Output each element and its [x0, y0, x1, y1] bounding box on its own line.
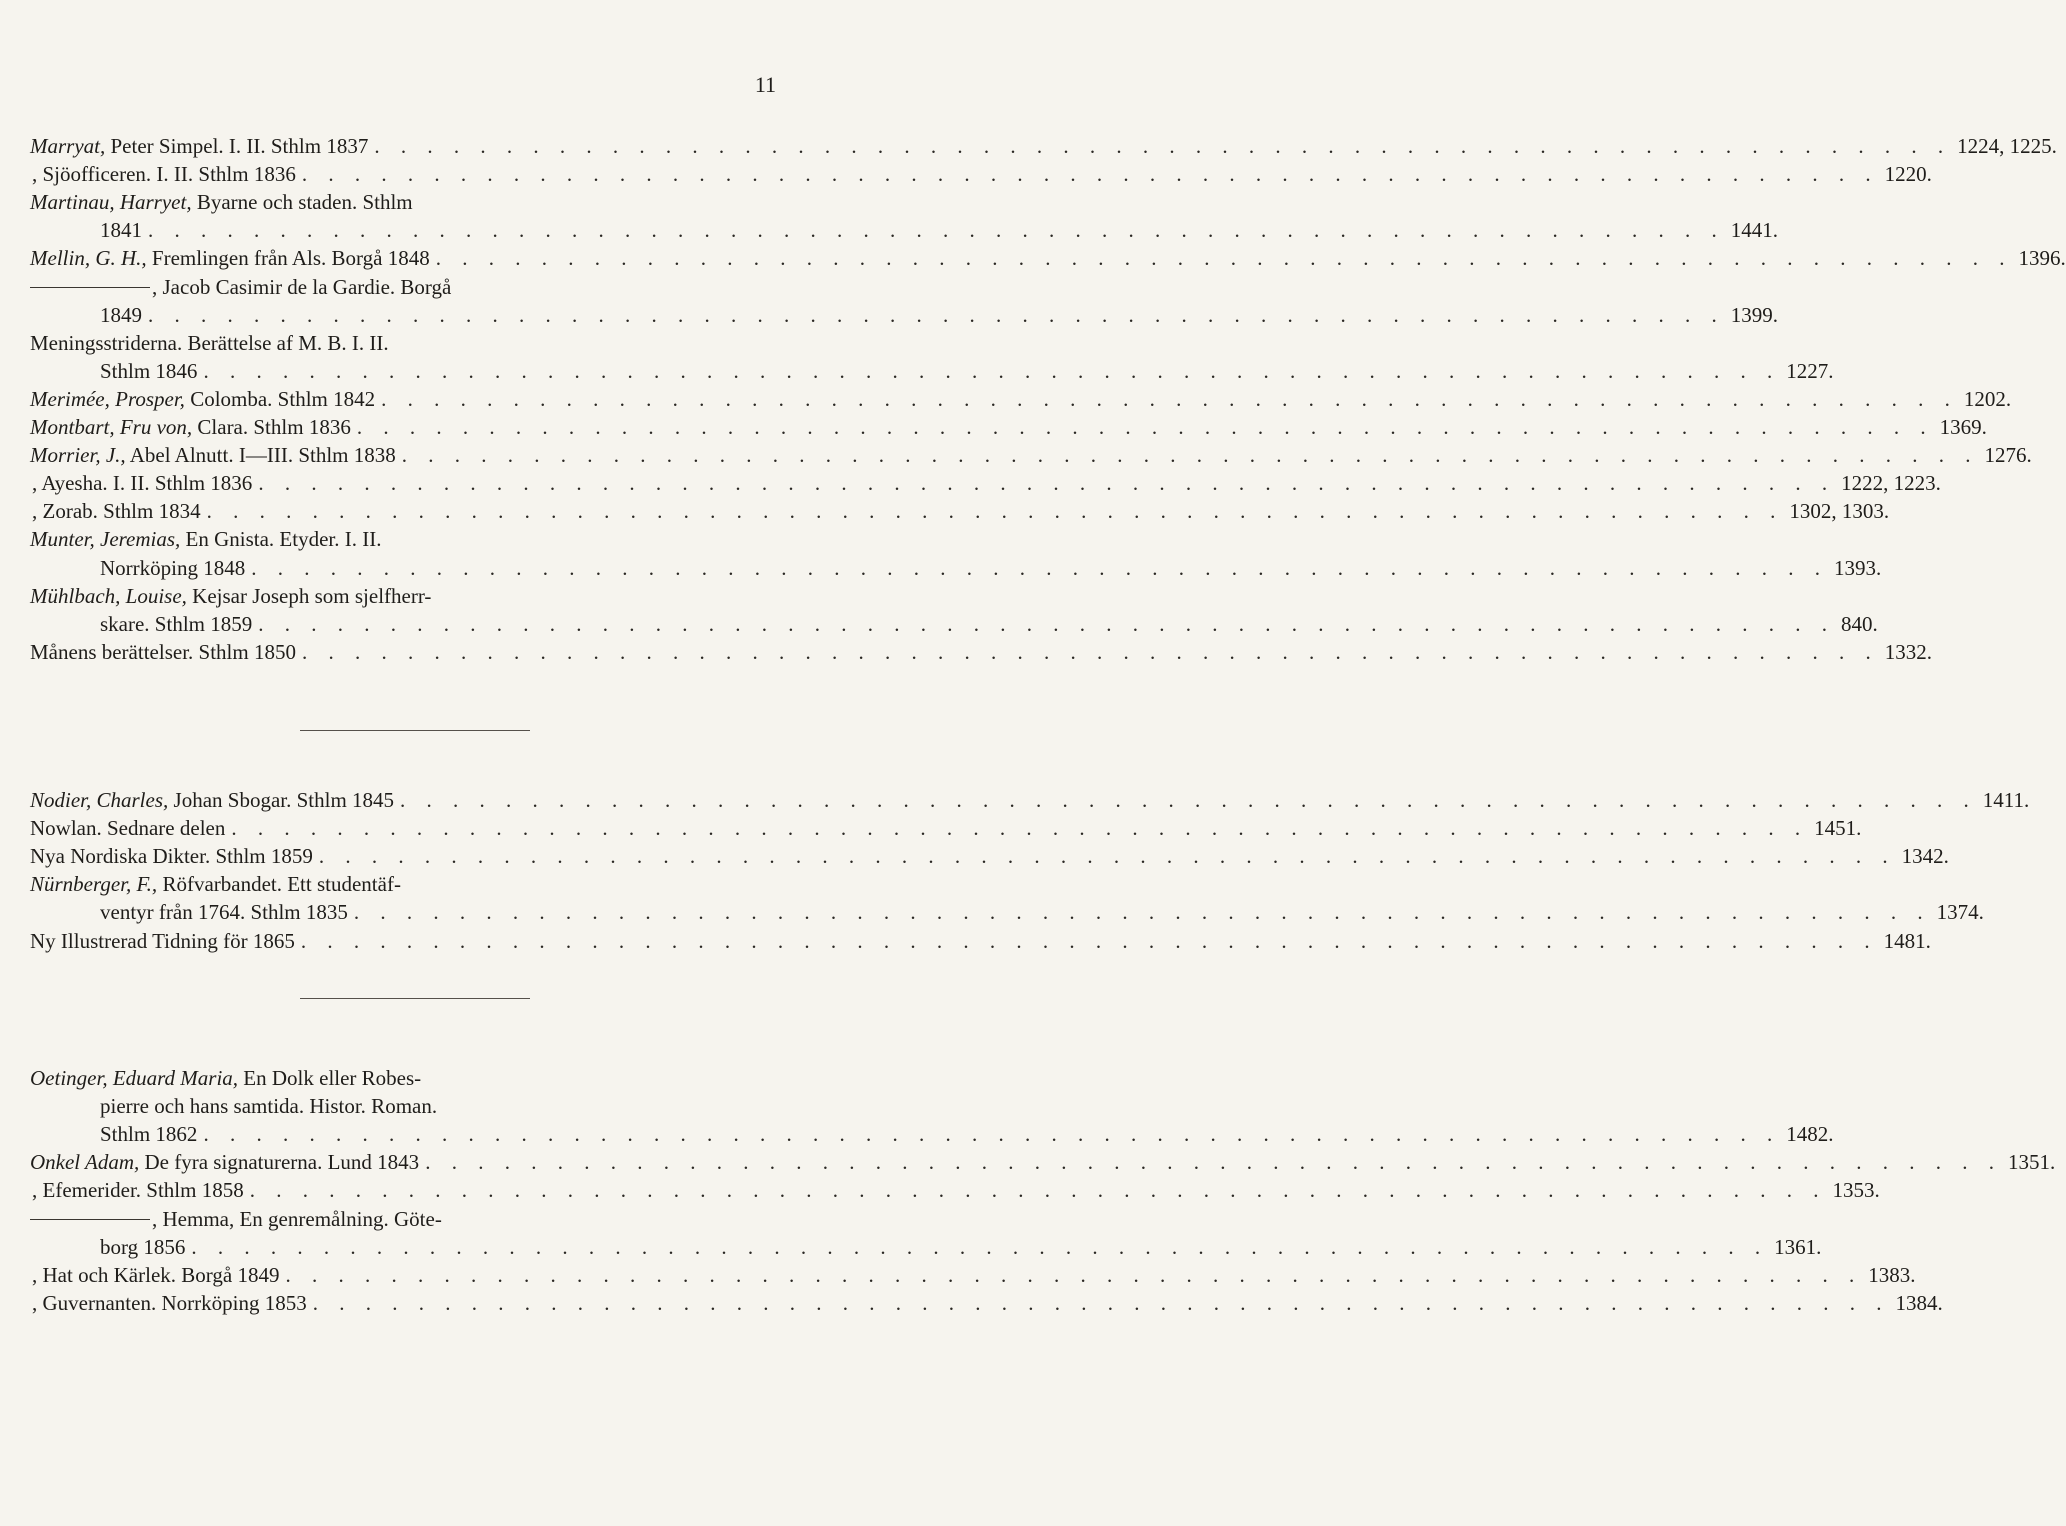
entry-line: [100, 610, 1878, 638]
entry-line: [30, 244, 2066, 272]
catalog-entry: [0, 842, 1949, 870]
leader-dots: . . . . . . . . . . . . . . . . . . . . . . . . . . . . . . . . . . . . . . . . . . . . . . . . . . . . . . . . . . . .: [148, 302, 1725, 327]
catalog-entry: [0, 554, 1882, 582]
entry-line: [30, 469, 1941, 497]
entry-line: [100, 216, 1778, 244]
leader-dots: . . . . . . . . . . . . . . . . . . . . . . . . . . . . . . . . . . . . . . . . . . . . . . . . . . . . . . . . . . . .: [374, 134, 1952, 158]
entry-number: 1482.: [1786, 1122, 1834, 1147]
catalog-entry: [0, 610, 1878, 638]
catalog-entry: [0, 385, 2012, 413]
catalog-entry: [0, 898, 1984, 926]
catalog-entry: [0, 638, 1932, 666]
leader-dots: . . . . . . . . . . . . . . . . . . . . . . . . . . . . . . . . . . . . . . . . . . . . . . . . . . . . . . . . . . . .: [318, 844, 1896, 869]
entry-number: 1222, 1223.: [1841, 471, 1941, 496]
entry-title: , Hemma, En genremålning. Göte-: [152, 1206, 442, 1231]
entry-title: , Guvernanten. Norrköping 1853: [32, 1290, 307, 1315]
leader-dots: . . . . . . . . . . . . . . . . . . . . . . . . . . . . . . . . . . . . . . . . . . . . . . . . . . . . . . . . . . . .: [148, 218, 1725, 243]
catalog-entry: [0, 1261, 1916, 1289]
leader-dots: . . . . . . . . . . . . . . . . . . . . . . . . . . . . . . . . . . . . . . . . . . . . . . . . . . . . . . . . . . . .: [258, 471, 1836, 496]
entry-title: Ny Illustrerad Tidning för 1865: [30, 928, 295, 953]
ditto-dash: [30, 1219, 150, 1220]
entry-line: [100, 357, 1834, 385]
entry-title: , Sjöofficeren. I. II. Sthlm 1836: [32, 162, 296, 187]
entry-title: Meningsstriderna. Berättelse af M. B. I. II.: [30, 330, 389, 355]
entry-number: 1353.: [1832, 1178, 1880, 1203]
entry-title: Abel Alnutt. I—III. Sthlm 1838: [125, 443, 396, 468]
entry-line: [30, 870, 784, 898]
catalog-entry: [0, 329, 860, 357]
entry-line: [30, 842, 1949, 870]
catalog-entry: [0, 413, 1987, 441]
entry-title: Johan Sbogar. Sthlm 1845: [168, 788, 395, 812]
entry-line: [30, 525, 784, 553]
leader-dots: . . . . . . . . . . . . . . . . . . . . . . . . . . . . . . . . . . . . . . . . . . . . . . . . . . . . . . . . . . . .: [353, 900, 1931, 925]
entry-title: Clara. Sthlm 1836: [192, 415, 351, 439]
entry-title: , Efemerider. Sthlm 1858: [32, 1178, 244, 1203]
entry-author: Montbart, Fru von,: [30, 415, 193, 439]
entry-line: [30, 160, 1932, 188]
entry-title: 1841: [100, 218, 142, 243]
entry-author: Munter, Jeremias,: [30, 527, 181, 552]
entry-line: [30, 413, 1987, 441]
entry-number: 1220.: [1884, 162, 1932, 187]
catalog-entry: [0, 1176, 1880, 1204]
section-divider: [300, 998, 530, 999]
leader-dots: . . . . . . . . . . . . . . . . . . . . . . . . . . . . . . . . . . . . . . . . . . . . . . . . . . . . . . . . . . . .: [381, 386, 1958, 411]
entry-author: Nodier, Charles,: [30, 788, 169, 812]
catalog-entry: [0, 497, 1890, 525]
entry-title: Röfvarbandet. Ett studentäf-: [157, 872, 401, 897]
ditto-dash: [30, 287, 150, 288]
catalog-entry: [0, 469, 1941, 497]
entry-line: [30, 273, 784, 301]
entry-line: [30, 497, 1890, 525]
entry-line: [30, 1289, 1943, 1317]
section-divider: [300, 730, 530, 731]
leader-dots: . . . . . . . . . . . . . . . . . . . . . . . . . . . . . . . . . . . . . . . . . . . . . . . . . . . . . . . . . . . .: [231, 816, 1809, 841]
entry-author: Onkel Adam,: [30, 1150, 140, 1175]
catalog-entry: [0, 1205, 860, 1233]
catalog-entry: [0, 216, 1778, 244]
entry-number: 1383.: [1868, 1262, 1916, 1287]
entry-line: [30, 188, 784, 216]
entry-number: 1396.: [2018, 246, 2066, 271]
leader-dots: . . . . . . . . . . . . . . . . . . . . . . . . . . . . . . . . . . . . . . . . . . . . . . . . . . . . . . . . . . . .: [300, 928, 1878, 953]
catalog-entry: [0, 160, 1932, 188]
entry-title: , Jacob Casimir de la Gardie. Borgå: [152, 274, 452, 299]
entry-title: Colomba. Sthlm 1842: [184, 386, 376, 411]
entry-line: [30, 1176, 1880, 1204]
entry-line: [30, 638, 1932, 666]
catalog-entry: [0, 273, 860, 301]
entry-title: Nowlan. Sednare delen: [30, 816, 226, 841]
catalog-entry: [0, 301, 1778, 329]
leader-dots: . . . . . . . . . . . . . . . . . . . . . . . . . . . . . . . . . . . . . . . . . . . . . . . . . . . . . . . . . . . .: [301, 162, 1879, 187]
catalog-entry: [0, 786, 2030, 814]
leader-dots: . . . . . . . . . . . . . . . . . . . . . . . . . . . . . . . . . . . . . . . . . . . . . . . . . . . . . . . . . . . .: [400, 788, 1977, 812]
leader-dots: . . . . . . . . . . . . . . . . . . . . . . . . . . . . . . . . . . . . . . . . . . . . . . . . . . . . . . . . . . . .: [203, 358, 1781, 383]
catalog-entry: [0, 1120, 1834, 1148]
entry-title: , Zorab. Sthlm 1834: [32, 499, 201, 524]
entry-line: [100, 1092, 784, 1120]
catalog-entry: [0, 1148, 2056, 1176]
entry-number: 1224, 1225.: [1957, 134, 2057, 158]
entry-title: borg 1856: [100, 1234, 186, 1259]
entry-number: 1276.: [1984, 443, 2032, 468]
entry-number: 1369.: [1939, 415, 1987, 439]
entry-author: Mellin, G. H.,: [30, 246, 147, 271]
entry-number: 1384.: [1895, 1290, 1943, 1315]
entry-author: Martinau, Harryet,: [30, 190, 192, 215]
entry-line: [30, 927, 1931, 955]
leader-dots: . . . . . . . . . . . . . . . . . . . . . . . . . . . . . . . . . . . . . . . . . . . . . . . . . . . . . . . . . . . .: [312, 1290, 1890, 1315]
entry-line: [100, 1233, 1822, 1261]
entry-author: Marryat,: [30, 134, 106, 158]
catalog-entry: [0, 357, 1834, 385]
entry-title: Kejsar Joseph som sjelfherr-: [186, 583, 432, 608]
entry-number: 1451.: [1814, 816, 1862, 841]
entry-number: 1374.: [1936, 900, 1984, 925]
entry-title: , Hat och Kärlek. Borgå 1849: [32, 1262, 280, 1287]
entry-author: Mühlbach, Louise,: [30, 583, 187, 608]
entry-title: Sthlm 1846: [100, 358, 198, 383]
entry-title: En Dolk eller Robes-: [238, 1066, 422, 1090]
catalog-entry: [0, 441, 2032, 469]
entry-title: En Gnista. Etyder. I. II.: [180, 527, 382, 552]
entry-number: 1342.: [1901, 844, 1949, 869]
entry-number: 1202.: [1963, 386, 2012, 411]
entry-line: [100, 301, 1778, 329]
entry-title: 1849: [100, 302, 142, 327]
leader-dots: . . . . . . . . . . . . . . . . . . . . . . . . . . . . . . . . . . . . . . . . . . . . . . . . . . . . . . . . . . . .: [203, 1122, 1781, 1147]
leader-dots: . . . . . . . . . . . . . . . . . . . . . . . . . . . . . . . . . . . . . . . . . . . . . . . . . . . . . . . . . . . .: [191, 1234, 1769, 1259]
entry-title: Månens berättelser. Sthlm 1850: [30, 639, 296, 664]
leader-dots: . . . . . . . . . . . . . . . . . . . . . . . . . . . . . . . . . . . . . . . . . . . . . . . . . . . . . . . . . . . .: [206, 499, 1784, 524]
entry-number: 1399.: [1730, 302, 1778, 327]
catalog-entry: [0, 1233, 1822, 1261]
leader-dots: . . . . . . . . . . . . . . . . . . . . . . . . . . . . . . . . . . . . . . . . . . . . . . . . . . . . . . . . . . . .: [356, 415, 1934, 439]
entry-line: [30, 385, 2012, 413]
entry-author: Nürnberger, F.,: [30, 872, 158, 897]
entry-line: [100, 898, 1984, 926]
entry-line: [30, 1261, 1916, 1289]
leader-dots: . . . . . . . . . . . . . . . . . . . . . . . . . . . . . . . . . . . . . . . . . . . . . . . . . . . . . . . . . . . .: [425, 1150, 2002, 1175]
catalog-entry: [0, 188, 860, 216]
entry-line: [30, 441, 2032, 469]
entry-line: [100, 1120, 1834, 1148]
leader-dots: . . . . . . . . . . . . . . . . . . . . . . . . . . . . . . . . . . . . . . . . . . . . . . . . . . . . . . . . . . . .: [249, 1178, 1827, 1203]
entry-title: De fyra signaturerna. Lund 1843: [139, 1150, 420, 1175]
entry-title: Fremlingen från Als. Borgå 1848: [146, 246, 430, 271]
catalog-entry: [0, 870, 860, 898]
entry-line: [30, 814, 1862, 842]
entry-number: 1351.: [2007, 1150, 2056, 1175]
leader-dots: . . . . . . . . . . . . . . . . . . . . . . . . . . . . . . . . . . . . . . . . . . . . . . . . . . . . . . . . . . . .: [301, 639, 1879, 664]
entry-line: [30, 132, 2057, 160]
entry-author: Morrier, J.,: [30, 443, 126, 468]
entry-line: [30, 1205, 784, 1233]
leader-dots: . . . . . . . . . . . . . . . . . . . . . . . . . . . . . . . . . . . . . . . . . . . . . . . . . . . . . . . . . . . .: [435, 246, 2013, 271]
entry-title: pierre och hans samtida. Histor. Roman.: [100, 1094, 438, 1119]
catalog-entry: [0, 1092, 860, 1120]
catalog-entry: [0, 244, 2066, 272]
entry-number: 1227.: [1786, 358, 1834, 383]
entry-line: [30, 786, 2030, 814]
entry-title: Sthlm 1862: [100, 1122, 198, 1147]
entry-title: Byarne och staden. Sthlm: [191, 190, 413, 215]
catalog-entry: [0, 814, 1862, 842]
entry-number: 1441.: [1730, 218, 1778, 243]
entry-number: 840.: [1841, 611, 1878, 636]
catalog-entry: [0, 582, 860, 610]
entry-author: Merimée, Prosper,: [30, 386, 185, 411]
entry-number: 1411.: [1982, 788, 2030, 812]
entry-number: 1393.: [1834, 555, 1882, 580]
entry-title: Nya Nordiska Dikter. Sthlm 1859: [30, 844, 313, 869]
entry-number: 1302, 1303.: [1789, 499, 1890, 524]
entry-line: [100, 554, 1882, 582]
entry-number: 1332.: [1884, 639, 1932, 664]
entry-title: Peter Simpel. I. II. Sthlm 1837: [105, 134, 369, 158]
leader-dots: . . . . . . . . . . . . . . . . . . . . . . . . . . . . . . . . . . . . . . . . . . . . . . . . . . . . . . . . . . . .: [401, 443, 1979, 468]
leader-dots: . . . . . . . . . . . . . . . . . . . . . . . . . . . . . . . . . . . . . . . . . . . . . . . . . . . . . . . . . . . .: [285, 1262, 1863, 1287]
catalog-entry: [0, 1064, 860, 1092]
leader-dots: . . . . . . . . . . . . . . . . . . . . . . . . . . . . . . . . . . . . . . . . . . . . . . . . . . . . . . . . . . . .: [251, 555, 1828, 580]
entry-line: [30, 1064, 784, 1092]
entry-title: Norrköping 1848: [100, 555, 246, 580]
entry-line: [30, 329, 784, 357]
catalog-entry: [0, 132, 2057, 160]
catalog-entry: [0, 927, 1931, 955]
catalog-entry: [0, 1289, 1943, 1317]
entry-number: 1481.: [1883, 928, 1931, 953]
entry-title: , Ayesha. I. II. Sthlm 1836: [32, 471, 253, 496]
entry-author: Oetinger, Eduard Maria,: [30, 1066, 239, 1090]
entry-title: ventyr från 1764. Sthlm 1835: [100, 900, 348, 925]
page-number: 11: [754, 72, 776, 97]
leader-dots: . . . . . . . . . . . . . . . . . . . . . . . . . . . . . . . . . . . . . . . . . . . . . . . . . . . . . . . . . . . .: [258, 611, 1835, 636]
catalog-entry: [0, 525, 860, 553]
entry-line: [30, 1148, 2056, 1176]
entry-title: skare. Sthlm 1859: [100, 611, 253, 636]
entry-line: [30, 582, 784, 610]
entry-number: 1361.: [1774, 1234, 1822, 1259]
